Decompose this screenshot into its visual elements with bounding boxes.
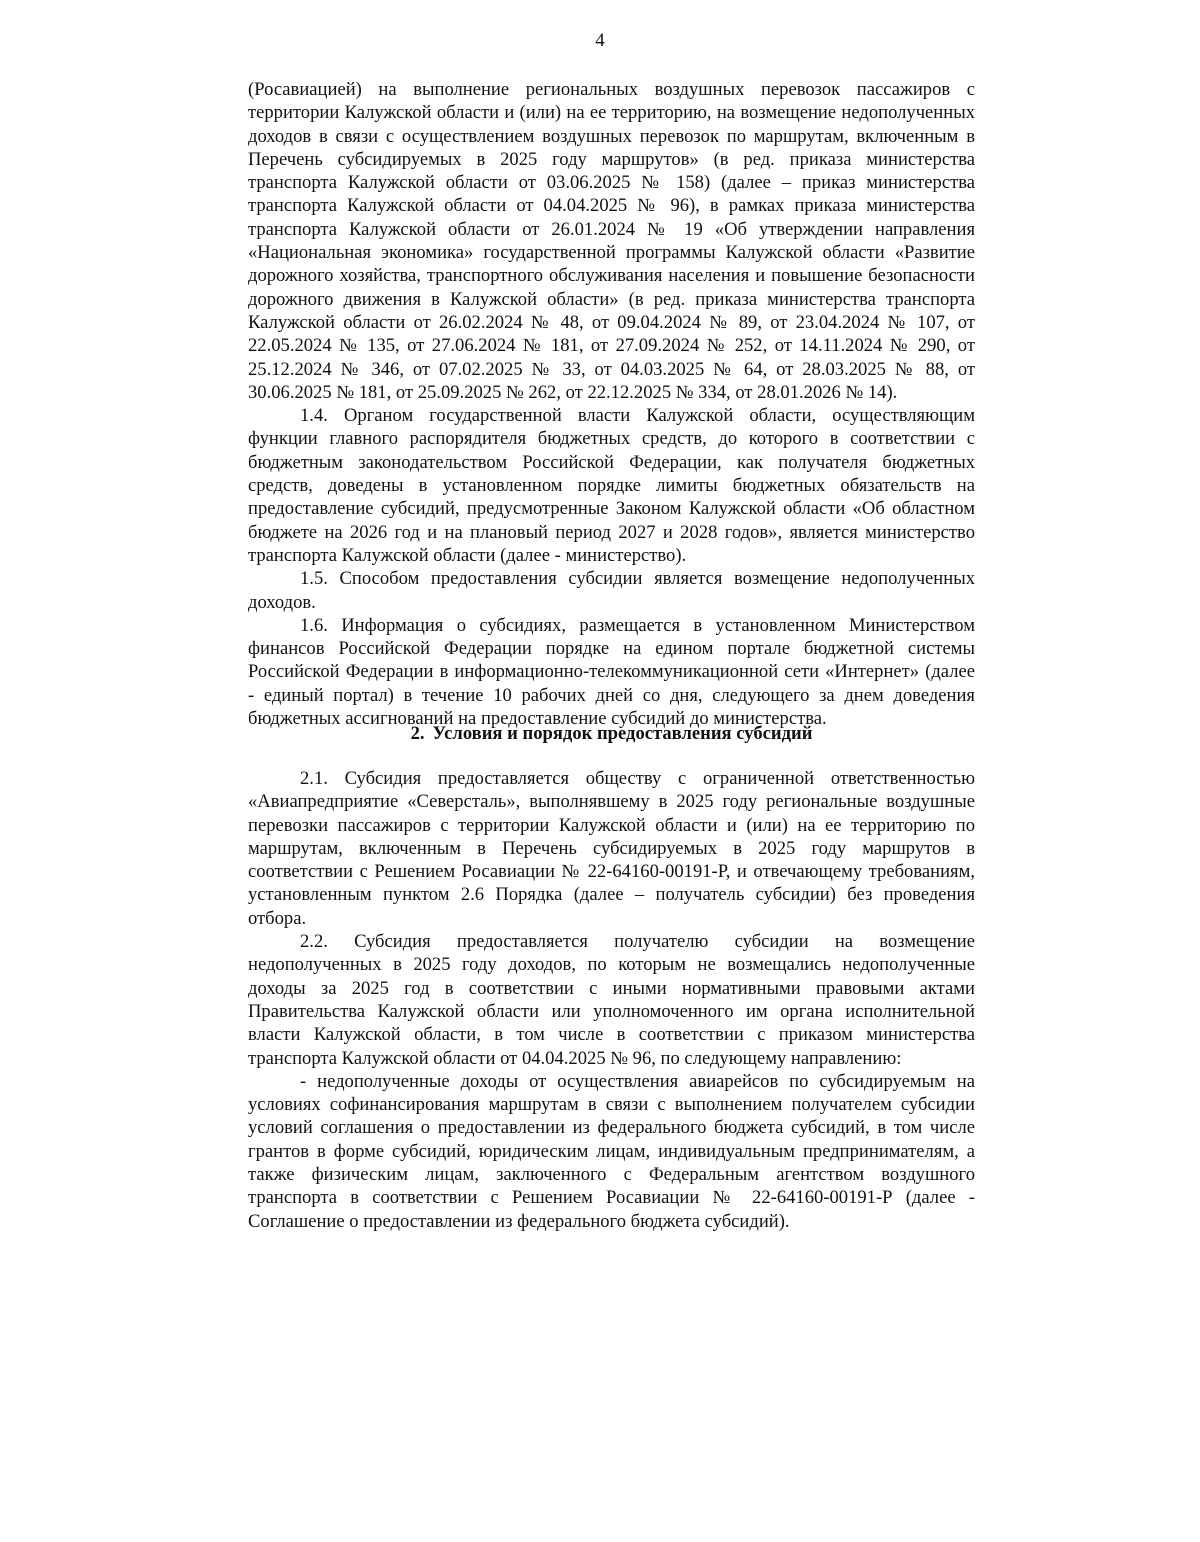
paragraph-1-5: 1.5. Способом предоставления субсидии является возмещение недополученных доходов. bbox=[248, 568, 975, 613]
section-1-continuation bbox=[248, 78, 975, 730]
paragraph-1-4: 1.4. Органом государственной власти Калужской области, осуществляющим функции главного распорядителя бюджетных средств, до которого в соответствии с бюджетным законодательством Российской Федерации, как получателя бюджетных средств, доведены в установленном порядке лимиты бюджетных обязательств на предоставление субсидий, предусмотренные Законом Калужской области «Об областном бюджете на 2026 год и на плановый период 2027 и 2028 годов», является министерство транспорта Калужской области (далее - министерство). bbox=[248, 405, 975, 566]
section-2-heading bbox=[248, 723, 975, 745]
paragraph-1-3-continuation: (Росавиацией) на выполнение региональных воздушных перевозок пассажиров с территории Калужской области и (или) на ее территорию, на возмещение недополученных доходов в связи с осуществлением воздушных перевозок по маршрутам, включенным в Перечень субсидируемых в 2025 году маршрутов» (в ред. приказа министерства транспорта Калужской области от 03.06.2025 № 158) (далее – приказ министерства транспорта Калужской области от 04.04.2025 № 96), в рамках приказа министерства транспорта Калужской области от 26.01.2024 № 19 «Об утверждении направления «Национальная экономика» государственной программы Калужской области «Развитие дорожного хозяйства, транспортного обслуживания населения и повышение безопасности дорожного движения в Калужской области» (в ред. приказа министерства транспорта Калужской области от 26.02.2024 № 48, от 09.04.2024 № 89, от 23.04.2024 № 107, от 22.05.2024 № 135, от 27.06.2024 № 181, от 27.09.2024 № 252, от 14.11.2024 № 290, от 25.12.2024 № 346, от 07.02.2025 № 33, от 04.03.2025 № 64, от 28.03.2025 № 88, от 30.06.2025 № 181, от 25.09.2025 № 262, от 22.12.2025 № 334, от 28.01.2026 № 14). bbox=[248, 79, 975, 403]
paragraph-2-1: 2.1. Субсидия предоставляется обществу с ограниченной ответственностью «Авиапредприятие «Северсталь», выполнявшему в 2025 году региональные воздушные перевозки пассажиров с территории Калужской области и (или) на ее территорию по маршрутам, включенным в Перечень субсидируемых в 2025 году маршрутов в соответствии с Решением Росавиации № 22-64160-00191-Р, и отвечающему требованиям, установленным пунктом 2.6 Порядка (далее – получатель субсидии) без проведения отбора. bbox=[248, 768, 975, 929]
section-2-title: Условия и порядок предоставления субсидий bbox=[432, 723, 813, 744]
paragraph-2-2: 2.2. Субсидия предоставляется получателю субсидии на возмещение недополученных в 2025 году доходов, по которым не возмещались недополученные доходы за 2025 год в соответствии с иными нормативными правовыми актами Правительства Калужской области или уполномоченного им органа исполнительной власти Калужской области, в том числе в соответствии с приказом министерства транспорта Калужской области от 04.04.2025 № 96, по следующему направлению: bbox=[248, 931, 975, 1069]
section-2-number: 2. bbox=[410, 723, 425, 744]
paragraph-1-6: 1.6. Информация о субсидиях, размещается в установленном Министерством финансов Российской Федерации порядке на едином портале бюджетной системы Российской Федерации в информационно-телекоммуникационной сети «Интернет» (далее - единый портал) в течение 10 рабочих дней со дня, следующего за днем доведения бюджетных ассигнований на предоставление субсидий до министерства. bbox=[248, 614, 975, 730]
page-number: 4 bbox=[595, 30, 605, 51]
section-2-body bbox=[248, 767, 975, 1233]
paragraph-2-2-item: - недополученные доходы от осуществления авиарейсов по субсидируемым на условиях софинансирования маршрутам в связи с выполнением получателем субсидии условий соглашения о предоставлении из федерального бюджета субсидий, в том числе грантов в форме субсидий, юридическим лицам, индивидуальным предпринимателям, а также физическим лицам, заключенного с Федеральным агентством воздушного транспорта в соответствии с Решением Росавиации № 22-64160-00191-Р (далее - Соглашение о предоставлении из федерального бюджета субсидий). bbox=[248, 1070, 975, 1232]
